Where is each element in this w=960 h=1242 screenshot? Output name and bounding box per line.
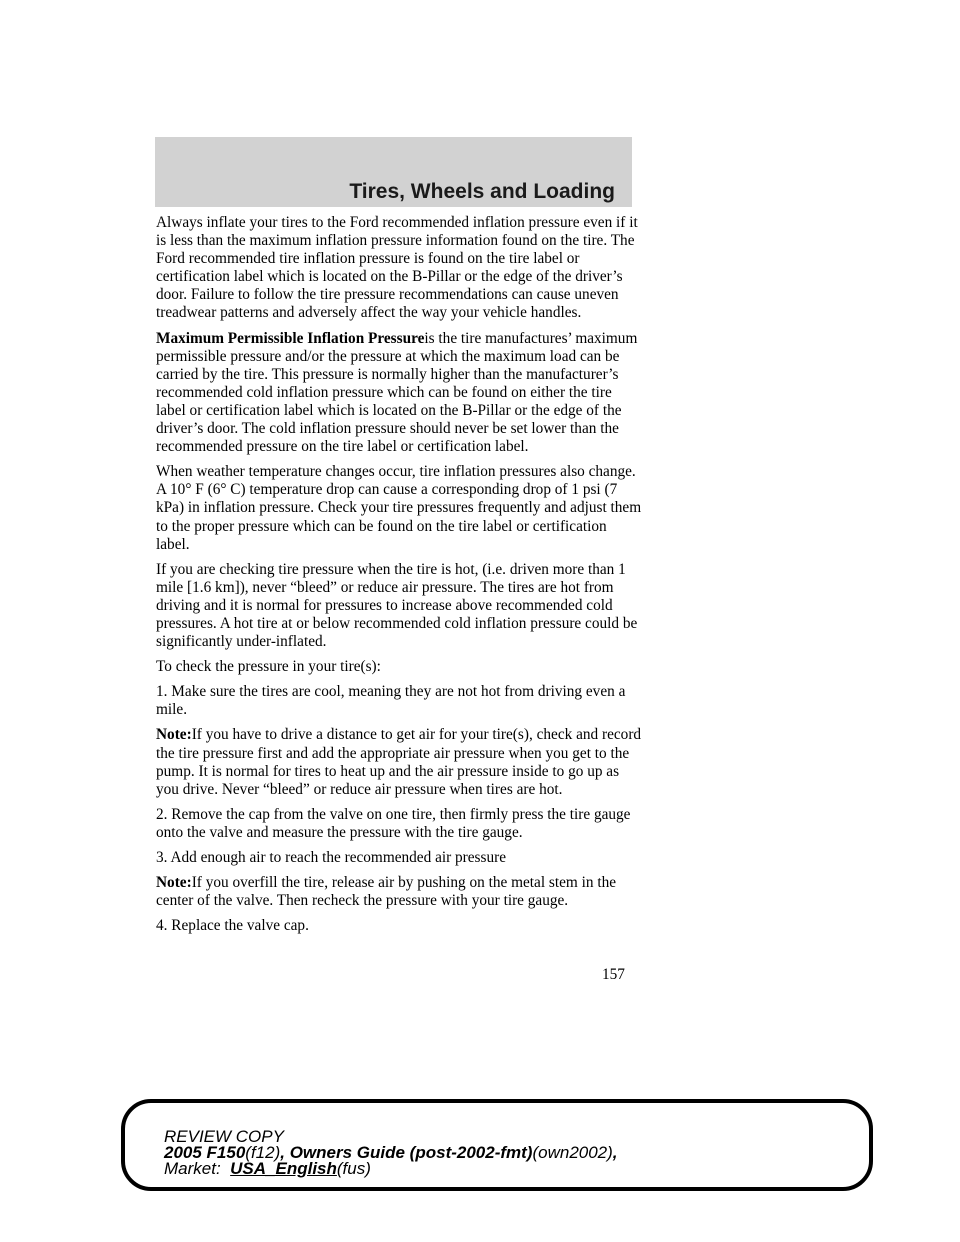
note-1-text: If you have to drive a distance to get air for your tire(s), check and record the tire pressure first and add the appropriate air pressure when you get to the pump. It is normal for tires to heat up and the air pressure inside to go up as you drive. Never “bleed” or reduce air pressure when tires are hot. xyxy=(156,726,642,798)
paragraph-hot-tire: If you are checking tire pressure when the tire is hot, (i.e. driven more than 1 mile [1.6 km]), never “bleed” or reduce air pressure. The tires are hot from driving and it is normal for pressures to increase above recommended cold pressures. A hot tire at or below recommended cold inflation pressure could be significantly under-inflated. xyxy=(156,560,638,651)
page-content xyxy=(156,214,642,942)
review-model: 2005 F150 xyxy=(164,1143,246,1162)
review-market-value: USA_English xyxy=(230,1159,337,1178)
paragraph-max-pressure xyxy=(156,330,642,457)
step-3: 3. Add enough air to reach the recommended air pressure xyxy=(156,849,506,866)
note-2 xyxy=(156,874,642,910)
paragraph-inflate-recommended: Always inflate your tires to the Ford recommended inflation pressure even if it is less than the maximum inflation pressure information found on the tire. The Ford recommended tire inflation pressure is found on the tire label or certification label which is located on the B-Pillar or the edge of the driver’s door. Failure to follow the tire pressure recommendations can cause uneven treadwear patterns and adversely affect the way your vehicle handles. xyxy=(156,214,638,322)
step-4: 4. Replace the valve cap. xyxy=(156,917,309,935)
review-copy-label: REVIEW COPY xyxy=(164,1127,284,1146)
note-1 xyxy=(156,726,642,798)
review-guide-code: (own2002) xyxy=(532,1143,613,1162)
review-market-code: (fus) xyxy=(336,1159,371,1178)
note-2-text: If you overfill the tire, release air by pushing on the metal stem in the center of the valve. Then recheck the pressure with your tire gauge. xyxy=(156,874,617,910)
section-header-band xyxy=(155,137,632,207)
review-copy-text xyxy=(164,1129,618,1177)
review-guide: , Owners Guide (post-2002-fmt) xyxy=(280,1143,533,1162)
note-1-label: Note: xyxy=(156,726,192,744)
review-copy-market-line xyxy=(164,1161,618,1177)
review-market-label: Market: xyxy=(164,1159,221,1178)
paragraph-max-pressure-text: is the tire manufactures’ maximum permissible pressure and/or the pressure at which the maximum load can be carried by the tire. This pressure is normally higher than the manufacturer’s recommended cold inflation pressure which can be found on either the tire label or certification label which is located on the B-Pillar or the edge of the driver’s door. The cold inflation pressure should never be set lower than the recommended pressure on the tire label or certification label. xyxy=(156,329,638,456)
step-1: 1. Make sure the tires are cool, meaning they are not hot from driving even a mile. xyxy=(156,683,626,719)
section-title: Tires, Wheels and Loading xyxy=(349,180,615,203)
review-model-code: (f12) xyxy=(245,1143,281,1162)
page-number: 157 xyxy=(602,966,625,983)
term-max-pressure: Maximum Permissible Inflation Pressure xyxy=(156,329,425,347)
paragraph-temperature: When weather temperature changes occur, tire inflation pressures also change. A 10° F (6° C) temperature drop can cause a corresponding drop of 1 psi (7 kPa) in inflation pressure. Check your tire pressures frequently and adjust them to the proper pressure which can be found on the tire label or certification label. xyxy=(156,463,642,553)
step-2: 2. Remove the cap from the valve on one tire, then firmly press the tire gauge onto the valve and measure the pressure with the tire gauge. xyxy=(156,805,631,841)
review-trailing-comma: , xyxy=(612,1143,618,1162)
note-2-label: Note: xyxy=(156,874,192,892)
paragraph-check-intro: To check the pressure in your tire(s): xyxy=(156,658,381,676)
